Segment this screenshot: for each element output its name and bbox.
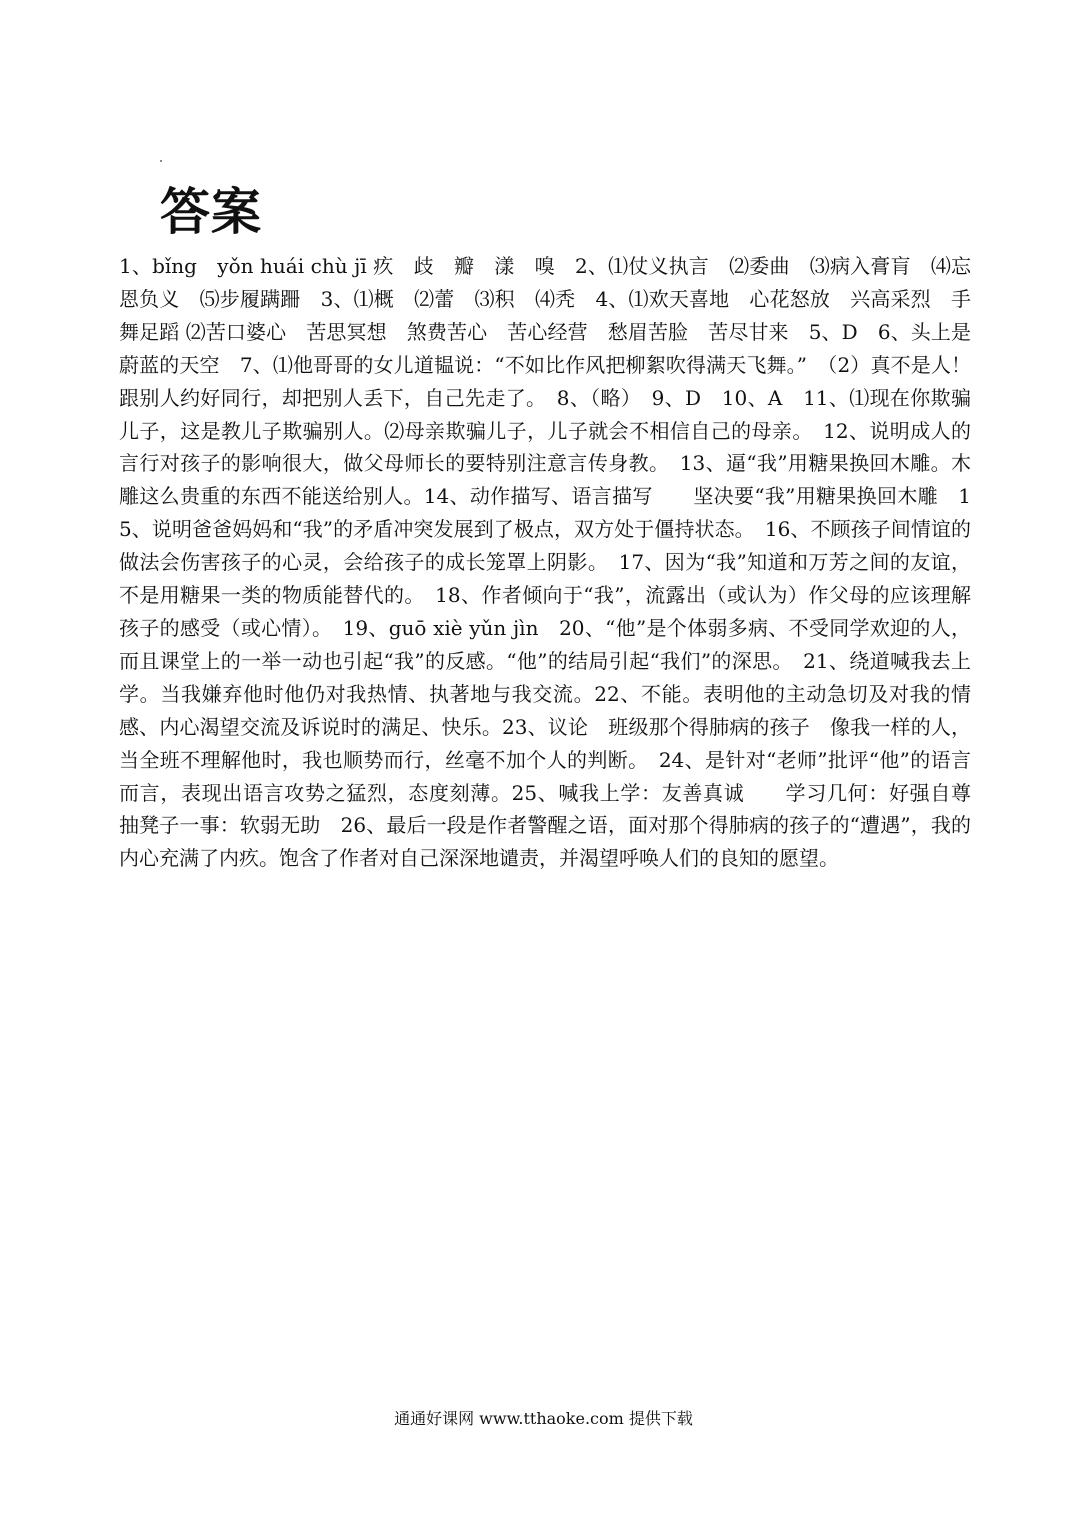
answer-item: 11、⑴现在你欺骗儿子，这是教儿子欺骗别人。⑵母亲欺骗儿子，儿子就会不相信自己的母亲。 <box>119 385 971 443</box>
page-footer: 通通好课网 www.tthaoke.com 提供下载 <box>394 1409 693 1428</box>
answer-item: 17、因为“我”知道和万芳之间的友谊，不是用糖果一类的物质能替代的。 <box>119 550 972 608</box>
answer-item: 19、guō xiè yǔn jìn <box>342 615 560 640</box>
answer-item: 18、作者倾向于“我”，流露出（或认为）作父母的应该理解孩子的感受（或心情）。 <box>119 583 972 640</box>
answer-item: 15、说明爸爸妈妈和“我”的矛盾冲突发展到了极点，双方处于僵持状态。 <box>119 484 972 542</box>
answer-item: 23、议论 班级那个得肺病的孩子 像我一样的人，当全班不理解他时，我也顺势而行，丝毫不加个人的判断。 <box>119 714 972 772</box>
answer-item: 22、不能。表明他的主动急切及对我的情感、内心渴望交流及诉说时的满足、快乐。 <box>119 681 971 739</box>
answer-item: 3、⑴概 ⑵蕾 ⑶积 ⑷秃 <box>320 286 596 311</box>
answer-item: 20、“他”是个体弱多病、不受同学欢迎的人，而且课堂上的一举一动也引起“我”的反感。“他”的结局引起“我们”的深思。 <box>119 615 972 673</box>
answer-item: 25、喊我上学：友善真诚 学习几何：好强自尊 抽凳子一事：软弱无助 <box>119 780 1011 838</box>
answer-item: 12、说明成人的言行对孩子的影响很大，做父母师长的要特别注意言传身教。 <box>119 418 971 476</box>
answer-item: 10、A <box>721 385 804 410</box>
answer-item: 14、动作描写、语言描写 坚决要“我”用糖果换回木雕 <box>423 484 959 509</box>
answer-item: 16、不顾孩子间情谊的做法会伤害孩子的心灵，会给孩子的成长笼罩上阴影。 <box>119 517 971 575</box>
answer-item: 9、D <box>651 385 722 410</box>
answers-paragraph <box>119 250 1011 875</box>
answer-item: 8、（略） <box>556 385 652 410</box>
answer-item: 6、头上是蔚蓝的天空 <box>119 319 972 377</box>
answer-item: 2、⑴仗义执言 ⑵委曲 ⑶病入膏肓 ⑷忘恩负义 ⑸步履蹒跚 <box>119 254 971 311</box>
answer-item: 1、bǐng yǒn huái chù jī 疚 歧 瓣 漾 嗅 <box>119 254 575 278</box>
answer-item: 13、逼“我”用糖果换回木雕。木雕这么贵重的东西不能送给别人。 <box>119 451 971 509</box>
page-title: 答案 <box>160 183 262 241</box>
answer-item: 21、绕道喊我去上学。当我嫌弃他时他仍对我热情、执著地与我交流。 <box>119 648 971 706</box>
answer-item: 4、⑴欢天喜地 心花怒放 兴高采烈 手舞足蹈 ⑵苦口婆心 苦思冥想 煞费苦心 苦心经营 愁眉苦脸 苦尽甘来 <box>119 286 971 344</box>
answer-item: 26、最后一段是作者警醒之语，面对那个得肺病的孩子的“遭遇”，我的内心充满了内疚。饱含了作者对自己深深地谴责，并渴望呼唤人们的良知的愿望。 <box>119 813 972 871</box>
answer-item: 7、⑴他哥哥的女儿道韫说：“不如比作风把柳絮吹得满天飞舞。” （2）真不是人！跟别人约好同行，却把别人丢下，自己先走了。 <box>119 352 972 410</box>
answer-item: 5、D <box>808 319 878 344</box>
answer-item: 24、是针对“老师”批评“他”的语言而言，表现出语言攻势之猛烈，态度刻薄。 <box>119 747 971 805</box>
scan-dot <box>160 160 162 162</box>
